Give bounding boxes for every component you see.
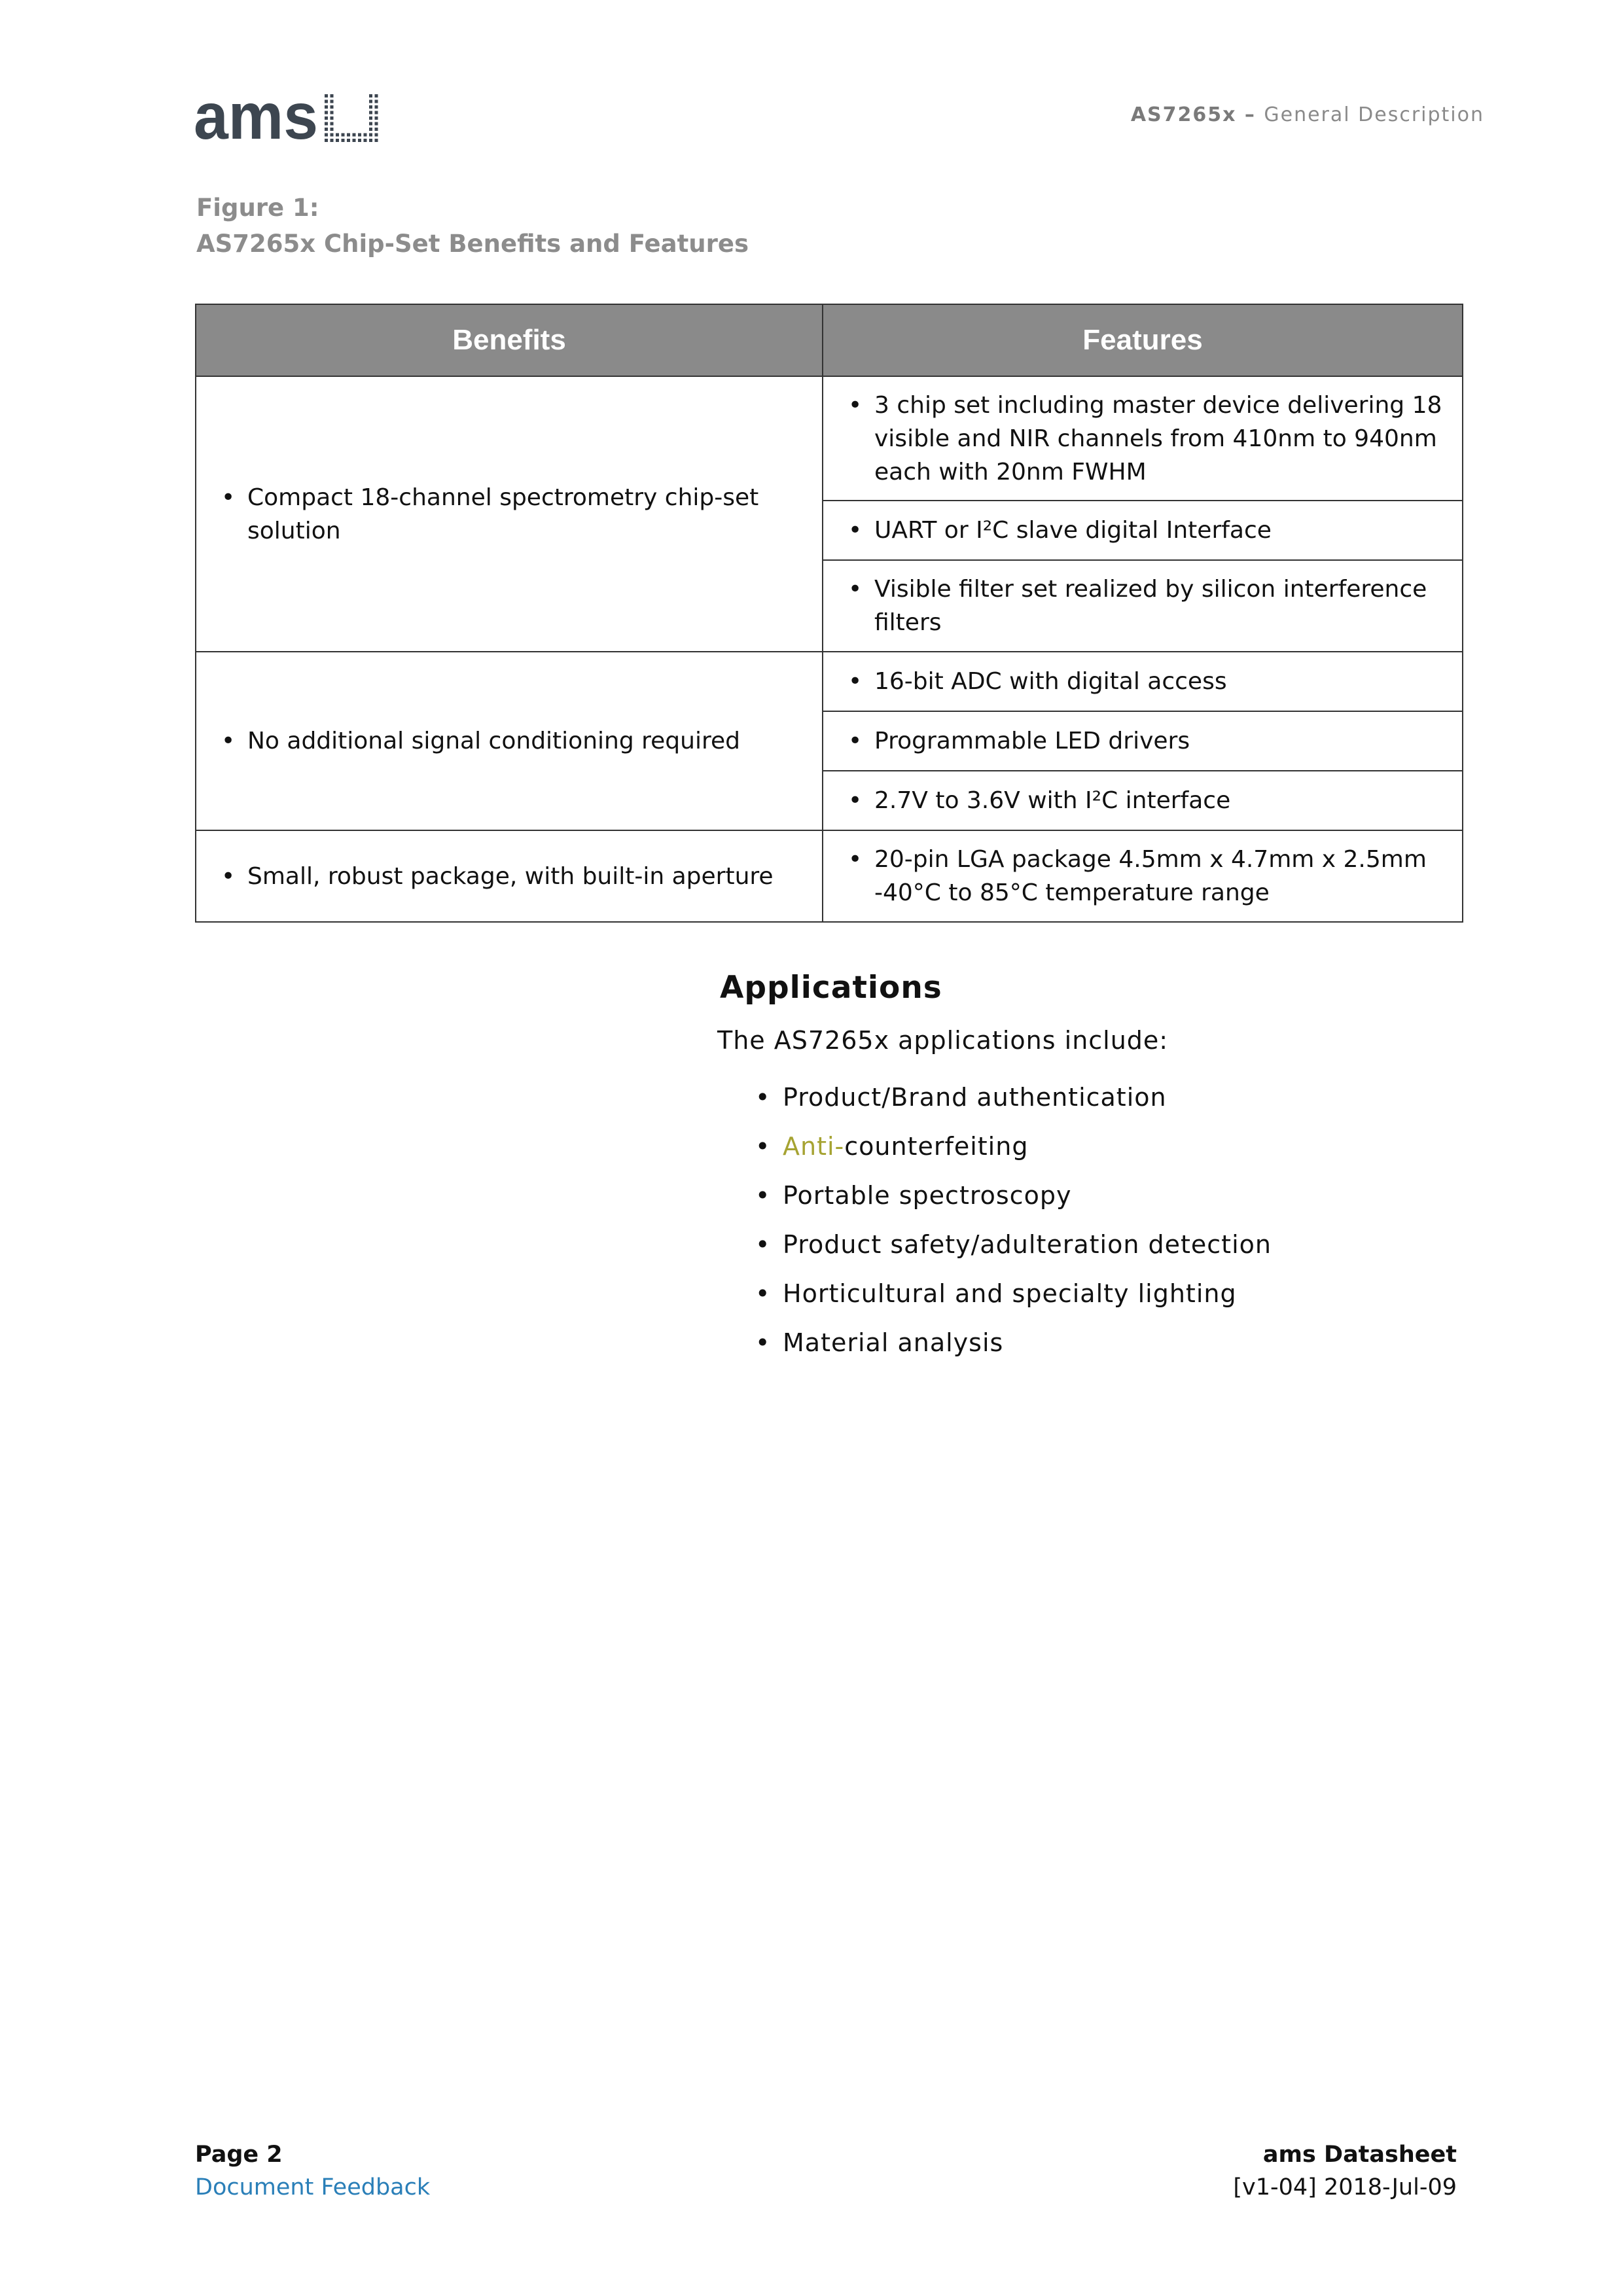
logo-dot (369, 94, 372, 97)
logo-dot (375, 122, 378, 126)
logo-dot (325, 122, 328, 126)
feature-cell: • UART or I²C slave digital Interface (823, 501, 1463, 560)
header-features: Features (823, 304, 1463, 376)
logo-dot (353, 133, 356, 137)
logo-dot (375, 139, 378, 142)
benefits-features-table (195, 304, 1463, 923)
logo-dot (330, 105, 334, 109)
logo-dot (330, 116, 334, 120)
logo-dot (330, 133, 334, 137)
header-benefits: Benefits (196, 304, 823, 376)
logo-dot (369, 122, 372, 126)
logo-text: ams (194, 93, 318, 145)
feature-text: Programmable LED drivers (874, 728, 1190, 754)
logo-dot (375, 100, 378, 103)
logo-dot (369, 116, 372, 120)
logo-dot (330, 94, 334, 97)
benefit-cell: • No additional signal conditioning required (196, 652, 823, 830)
footer-left (195, 2138, 430, 2204)
list-item: • Portable spectroscopy (755, 1171, 1272, 1220)
logo-dot (342, 139, 345, 142)
benefit-cell: • Compact 18-channel spectrometry chip-set solution (196, 376, 823, 652)
logo-dot (358, 133, 361, 137)
logo-dot (369, 139, 372, 142)
applications-heading: Applications (720, 970, 942, 1006)
logo-dot (347, 139, 350, 142)
benefit-text: Compact 18-channel spectrometry chip-set solution (247, 484, 759, 544)
figure-label: Figure 1: (196, 194, 319, 222)
logo-dot (364, 133, 367, 137)
feature-cell: • Visible filter set realized by silicon interference filters (823, 560, 1463, 652)
logo-dot (325, 133, 328, 137)
table-row (196, 376, 1463, 501)
list-item-rest: counterfeiting (844, 1132, 1029, 1161)
logo-dot (369, 133, 372, 137)
logo-dot (375, 128, 378, 131)
list-item: • Product/Brand authentication (755, 1073, 1272, 1122)
logo-dot (325, 94, 328, 97)
logo-dot (325, 116, 328, 120)
feature-text: 3 chip set including master device delivering 18 visible and NIR channels from 410nm to 940nm each with 20nm FWHM (874, 391, 1442, 486)
applications-intro: The AS7265x applications include: (717, 1026, 1169, 1055)
logo-dot (369, 105, 372, 109)
list-item-anti-counterfeiting (755, 1122, 1272, 1171)
document-feedback-link[interactable]: Document Feedback (195, 2174, 431, 2200)
feature-cell: • 2.7V to 3.6V with I²C interface (823, 771, 1463, 830)
list-item: • Horticultural and specialty lighting (755, 1269, 1272, 1318)
logo-dot (330, 111, 334, 115)
feature-text-line1: 20-pin LGA package 4.5mm x 4.7mm x 2.5mm (874, 846, 1427, 873)
table-header-row (196, 304, 1463, 376)
feature-cell: • 16-bit ADC with digital access (823, 652, 1463, 711)
logo-dot (330, 139, 334, 142)
logo-dot (369, 128, 372, 131)
logo-dot (330, 128, 334, 131)
logo-dot (342, 133, 345, 137)
feature-text: 16-bit ADC with digital access (874, 668, 1227, 695)
list-item: • Product safety/adulteration detection (755, 1220, 1272, 1269)
version-date: [v1-04] 2018-Jul-09 (1233, 2174, 1457, 2200)
logo-dot (330, 122, 334, 126)
datasheet-label: ams Datasheet (1262, 2142, 1457, 2168)
highlight-text: Anti- (783, 1132, 845, 1161)
ams-logo (194, 93, 383, 145)
running-header (1131, 103, 1484, 126)
logo-dot (375, 116, 378, 120)
applications-list (755, 1073, 1272, 1368)
logo-dot (375, 94, 378, 97)
logo-dot (336, 139, 339, 142)
logo-dot (325, 105, 328, 109)
benefit-text: Small, robust package, with built-in aperture (247, 862, 774, 890)
table-row (196, 830, 1463, 922)
logo-dot (369, 111, 372, 115)
logo-dot (336, 133, 339, 137)
feature-cell: • Programmable LED drivers (823, 711, 1463, 771)
feature-text: Visible filter set realized by silicon interference filters (874, 576, 1427, 636)
logo-dot (330, 100, 334, 103)
logo-dot (358, 139, 361, 142)
logo-dot (353, 139, 356, 142)
logo-dot-grid (325, 94, 378, 142)
figure-title: AS7265x Chip-Set Benefits and Features (196, 230, 749, 258)
header-product: AS7265x (1130, 103, 1237, 126)
header-section: General Description (1264, 103, 1484, 126)
table-row (196, 652, 1463, 711)
feature-text: 2.7V to 3.6V with I²C interface (874, 787, 1231, 814)
logo-dot (347, 133, 350, 137)
logo-dot (375, 133, 378, 137)
list-item: • Material analysis (755, 1318, 1272, 1368)
page-number: Page 2 (195, 2142, 283, 2168)
feature-cell: • 20-pin LGA package 4.5mm x 4.7mm x 2.5mm -40°C to 85°C temperature range (823, 830, 1463, 922)
logo-dot (325, 111, 328, 115)
benefit-text: No additional signal conditioning required (247, 728, 740, 754)
logo-dot (375, 111, 378, 115)
feature-cell: • 3 chip set including master device delivering 18 visible and NIR channels from 410nm to 940nm each with 20nm FWHM (823, 376, 1463, 501)
header-separator: – (1236, 103, 1264, 126)
feature-text-line2: -40°C to 85°C temperature range (874, 879, 1270, 906)
logo-dot (325, 128, 328, 131)
figure-caption (196, 190, 749, 262)
footer-right (1233, 2138, 1457, 2204)
benefit-cell: • Small, robust package, with built-in aperture (196, 830, 823, 922)
logo-dot (369, 100, 372, 103)
logo-dot (325, 139, 328, 142)
logo-dot (375, 105, 378, 109)
logo-dot (325, 100, 328, 103)
logo-dot (364, 139, 367, 142)
feature-text: UART or I²C slave digital Interface (874, 517, 1272, 544)
